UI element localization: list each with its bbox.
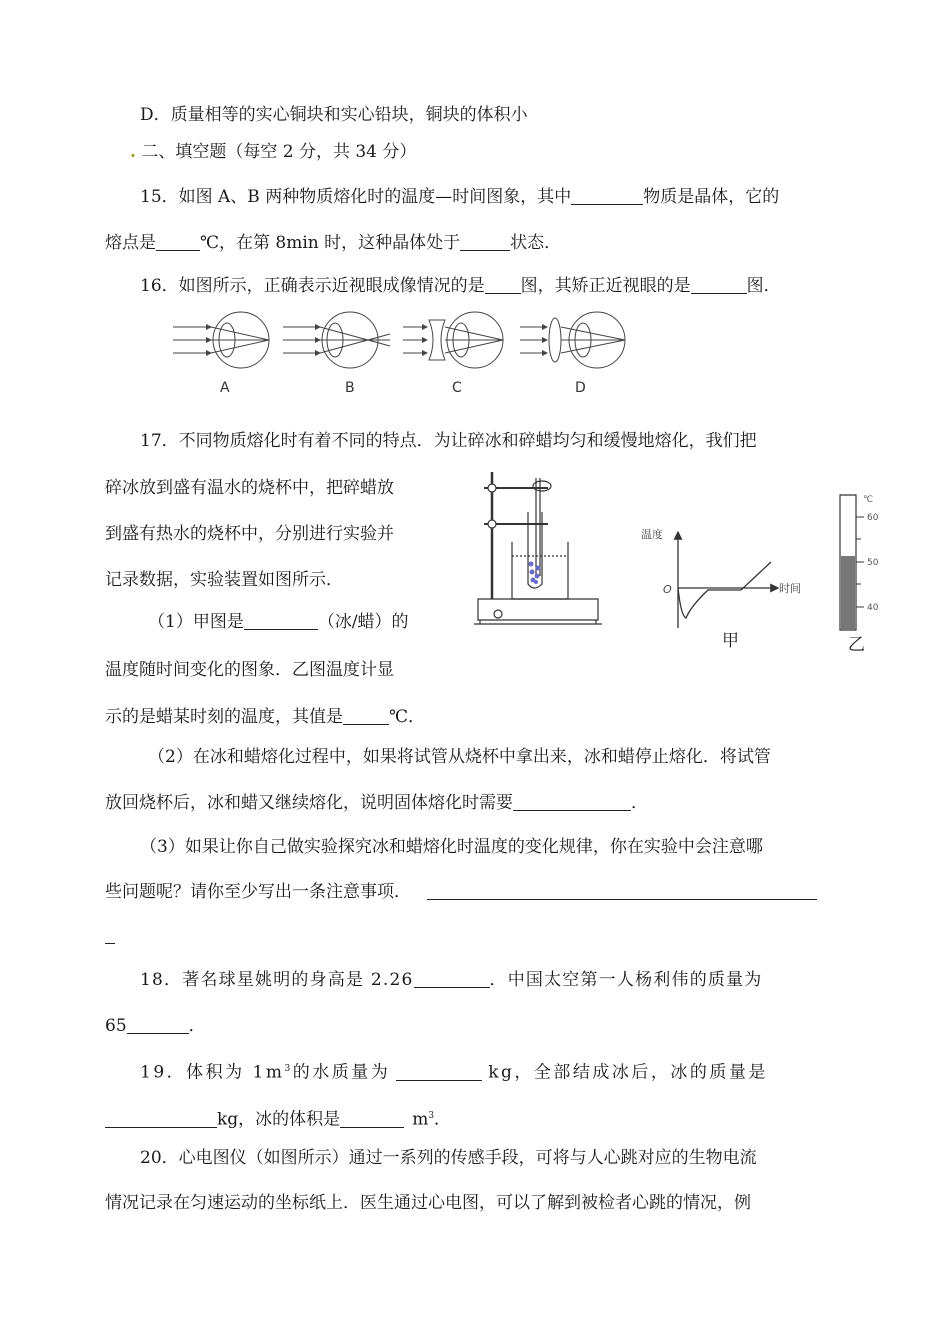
- q18-text-2: ．中国太空第一人杨利伟的质量为: [489, 970, 763, 990]
- thermometer-unit: ℃: [863, 495, 874, 505]
- graph-caption: 甲: [722, 631, 739, 651]
- q17-part3-line-1: （3）如果让你自己做实验探究冰和蜡熔化时温度的变化规律，你在实验中会注意哪: [140, 837, 763, 857]
- eye-diagram-d: [520, 312, 625, 368]
- q17-blank-continuation[interactable]: [105, 943, 115, 944]
- q17-part1-line-1: [148, 610, 409, 634]
- q16-blank-correction[interactable]: [691, 275, 747, 294]
- eye-diagram-b: [283, 312, 390, 368]
- q19-text-2: 的水质量为: [292, 1062, 391, 1083]
- eye-label-a: A: [220, 380, 230, 396]
- eye-diagrams: [165, 310, 655, 400]
- q15-blank-melting-point[interactable]: [156, 232, 200, 251]
- apparatus-figure: [470, 464, 605, 634]
- q16-text-3: 图．: [746, 276, 781, 296]
- q16-text-2: 图，其矫正近视眼的是: [520, 276, 691, 296]
- thermometer-figure: [830, 490, 890, 660]
- q17-blank-heat[interactable]: [513, 792, 631, 811]
- q18-line-1: [140, 968, 763, 992]
- q17-line-3: 到盛有热水的烧杯中，分别进行实验并: [105, 524, 394, 544]
- eye-diagram-a: [173, 312, 269, 368]
- q17-p2-text-1: 放回烧杯后，冰和蜡又继续熔化，说明固体熔化时需要: [105, 793, 513, 813]
- q17-p1-text-4: ℃．: [389, 707, 426, 727]
- q16-text-1: 16．如图所示，正确表示近视眼成像情况的是: [140, 276, 485, 296]
- q18-text-4: ．: [188, 1016, 206, 1036]
- q19-blank-ice-volume[interactable]: [340, 1109, 404, 1128]
- q17-part1-line-2: 温度随时间变化的图象．乙图温度计显: [105, 660, 394, 680]
- section-title-text: 二、填空题（每空 2 分，共 34 分）: [141, 142, 417, 162]
- thermometer-tick-50: 50: [867, 558, 879, 568]
- q14-option-d: D．质量相等的实心铜块和实心铅块，铜块的体积小: [140, 105, 528, 125]
- q15-text-1: 15．如图 A、B 两种物质熔化时的温度—时间图象，其中: [140, 187, 572, 207]
- thermometer-caption: 乙: [848, 635, 865, 655]
- q18-text-1: 18．著名球星姚明的身高是 2.26: [140, 970, 414, 990]
- marker-dot: .: [130, 142, 136, 162]
- q18-text-3: 65: [105, 1016, 127, 1036]
- eye-label-b: B: [345, 380, 355, 396]
- q19-line-2: [105, 1104, 451, 1132]
- q17-blank-wax-temp[interactable]: [343, 706, 389, 725]
- q17-blank-precaution[interactable]: [427, 881, 817, 900]
- q17-part2-line-2: [105, 791, 648, 815]
- q15-blank-substance[interactable]: [571, 186, 643, 205]
- q17-line-1: 17．不同物质熔化时有着不同的特点．为让碎冰和碎蜡均匀和缓慢地熔化，我们把: [140, 431, 757, 451]
- q17-p3-text: 些问题呢？请你至少写出一条注意事项．: [105, 882, 411, 902]
- thermometer-liquid: [841, 556, 855, 630]
- q19-text-1: 19．体积为 1m: [140, 1062, 285, 1083]
- q17-p2-text-2: ．: [631, 793, 648, 813]
- q19-text-4: kg，冰的体积是: [217, 1109, 341, 1130]
- q16-line: [140, 274, 781, 298]
- q17-p1-text-2: （冰/蜡）的: [317, 612, 409, 632]
- graph-curve: [678, 562, 771, 618]
- temperature-graph: [636, 518, 826, 658]
- q17-line-4: 记录数据，实验装置如图所示．: [105, 570, 343, 590]
- q15-text-2: 物质是晶体，它的: [643, 187, 780, 207]
- graph-y-axis-label: 温度: [641, 528, 663, 541]
- q19-sup-2: 3: [428, 1111, 435, 1121]
- q18-blank-height-unit[interactable]: [414, 969, 490, 988]
- eye-label-c: C: [452, 380, 462, 396]
- q15-text-3: 熔点是: [105, 233, 156, 253]
- q19-text-6: ．: [434, 1109, 452, 1130]
- q19-text-5: m: [412, 1109, 429, 1130]
- q15-blank-state[interactable]: [460, 232, 510, 251]
- q19-blank-ice-mass[interactable]: [105, 1109, 217, 1128]
- eye-label-d: D: [575, 380, 586, 396]
- section-title: [130, 140, 416, 164]
- q17-p1-text-1: （1）甲图是: [148, 612, 244, 632]
- q20-line-2: 情况记录在匀速运动的坐标纸上．医生通过心电图，可以了解到被检者心跳的情况，例: [105, 1193, 751, 1213]
- q17-line-2: 碎冰放到盛有温水的烧杯中，把碎蜡放: [105, 478, 394, 498]
- graph-x-axis-label: 时间: [779, 582, 801, 595]
- q19-blank-water-mass[interactable]: [396, 1062, 482, 1081]
- q17-part1-line-3: [105, 705, 425, 729]
- thermometer-tick-40: 40: [867, 603, 879, 613]
- q20-line-1: 20．心电图仪（如图所示）通过一系列的传感手段，可将与人心跳对应的生物电流: [140, 1148, 757, 1168]
- q15-line-2: [105, 231, 561, 255]
- q18-blank-mass-unit[interactable]: [127, 1015, 189, 1034]
- eye-diagram-c: [403, 312, 503, 368]
- q15-text-4: ℃，在第 8min 时，这种晶体处于: [200, 233, 461, 253]
- q19-text-3: kg，全部结成冰后，冰的质量是: [488, 1062, 768, 1083]
- q15-line-1: [140, 185, 779, 209]
- q17-part3-line-2: [105, 880, 817, 904]
- q18-line-2: [105, 1014, 206, 1038]
- q19-line-1: [140, 1057, 768, 1085]
- q17-blank-graph-substance[interactable]: [244, 611, 318, 630]
- q17-p1-text-3: 示的是蜡某时刻的温度，其值是: [105, 707, 343, 727]
- q15-text-5: 状态．: [510, 233, 562, 253]
- thermometer-tick-60: 60: [867, 513, 879, 523]
- q17-part2-line-1: （2）在冰和蜡熔化过程中，如果将试管从烧杯中拿出来，冰和蜡停止熔化．将试管: [148, 747, 771, 767]
- q19-sup-1: 3: [284, 1064, 293, 1074]
- graph-origin-label: O: [663, 583, 672, 596]
- q16-blank-myopia[interactable]: [485, 275, 521, 294]
